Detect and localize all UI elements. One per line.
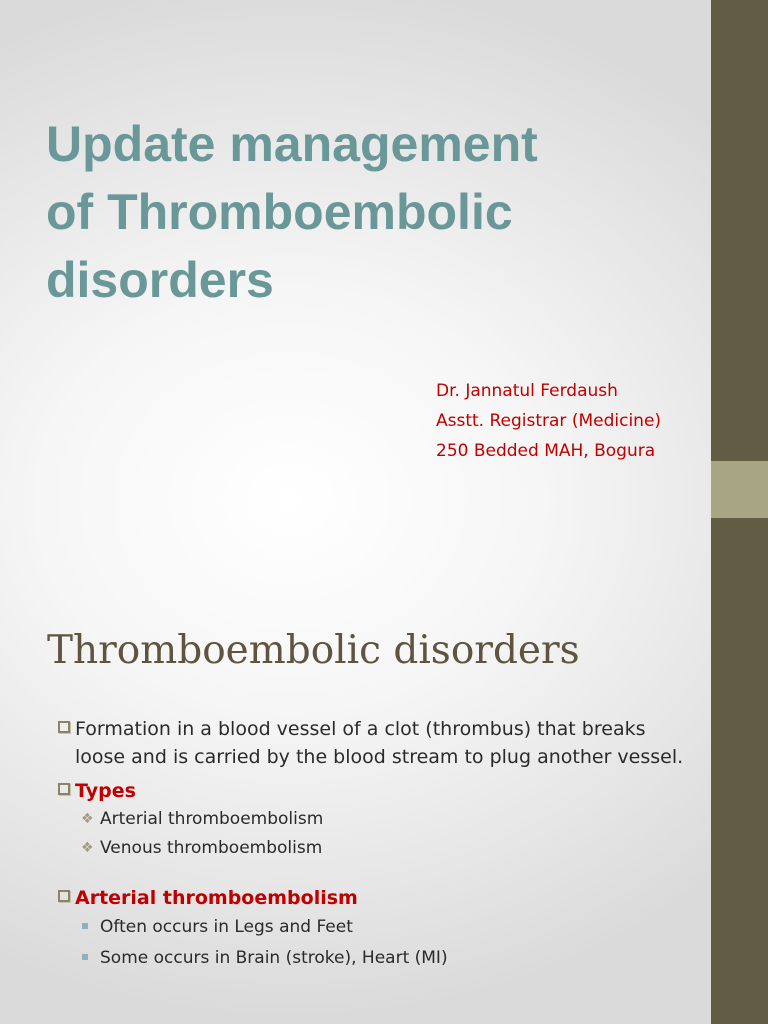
slide1-title-line: Update management: [46, 116, 538, 172]
author-position: Asstt. Registrar (Medicine): [436, 411, 662, 431]
side-bar-accent: [711, 461, 768, 518]
definition-text: Formation in a blood vessel of a clot (thrombus) that breaks loose and is carried by the blood stream to plug another vessel.: [75, 718, 684, 768]
diamond-bullet-icon: ❖: [81, 840, 94, 856]
slide2-content: [57, 715, 697, 974]
author-name: Dr. Jannatul Ferdaush: [436, 381, 618, 401]
slide1-title-line: disorders: [46, 252, 274, 308]
small-square-bullet-icon: [82, 923, 88, 929]
square-bullet-icon: [58, 721, 70, 733]
type-item: [81, 834, 697, 863]
arterial-point-text: Some occurs in Brain (stroke), Heart (MI): [100, 948, 448, 968]
type-item-label: Venous thromboembolism: [100, 838, 323, 858]
type-item-label: Arterial thromboembolism: [100, 809, 324, 829]
diamond-bullet-icon: ❖: [81, 811, 94, 827]
arterial-point: [82, 943, 697, 974]
arterial-point-text: Often occurs in Legs and Feet: [100, 917, 353, 937]
types-bullet: [57, 777, 697, 805]
slide2-title: Thromboembolic disorders: [47, 628, 580, 673]
square-bullet-icon: [58, 890, 70, 902]
author-institution: 250 Bedded MAH, Bogura: [436, 441, 656, 461]
arterial-point: [82, 912, 697, 943]
small-square-bullet-icon: [82, 954, 88, 960]
definition-bullet: [57, 715, 697, 771]
type-item: [81, 805, 697, 834]
author-block: [436, 376, 661, 466]
slide1-title: [46, 110, 686, 314]
arterial-bullet: [57, 884, 697, 912]
square-bullet-icon: [58, 783, 70, 795]
spacer: [57, 863, 697, 884]
arterial-label: Arterial thromboembolism: [75, 887, 358, 909]
slide1-title-line: of Thromboembolic: [46, 184, 513, 240]
types-label: Types: [75, 780, 136, 802]
